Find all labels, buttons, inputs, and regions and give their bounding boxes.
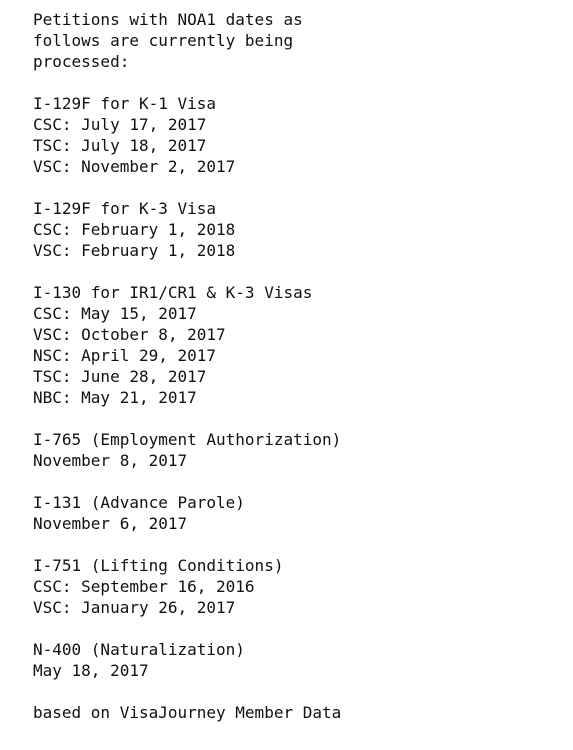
section-i129f-k3 <box>33 198 563 261</box>
section-heading: I-765 (Employment Authorization) <box>33 430 342 449</box>
date-line: CSC: July 17, 2017 <box>33 115 207 134</box>
intro-line: follows are currently being <box>33 31 294 50</box>
section-heading: I-130 for IR1/CR1 & K-3 Visas <box>33 283 313 302</box>
intro-paragraph <box>33 9 563 72</box>
date-line: TSC: July 18, 2017 <box>33 136 207 155</box>
section-heading: N-400 (Naturalization) <box>33 640 245 659</box>
date-line: NSC: April 29, 2017 <box>33 346 217 365</box>
section-i751 <box>33 555 563 618</box>
date-line: November 8, 2017 <box>33 451 188 470</box>
date-line: VSC: November 2, 2017 <box>33 157 236 176</box>
section-n400 <box>33 639 563 681</box>
date-line: CSC: September 16, 2016 <box>33 577 255 596</box>
section-heading: I-131 (Advance Parole) <box>33 493 245 512</box>
date-line: VSC: October 8, 2017 <box>33 325 226 344</box>
date-line: VSC: January 26, 2017 <box>33 598 236 617</box>
date-line: CSC: February 1, 2018 <box>33 220 236 239</box>
processing-dates-document <box>33 9 563 723</box>
date-line: November 6, 2017 <box>33 514 188 533</box>
section-i131 <box>33 492 563 534</box>
date-line: VSC: February 1, 2018 <box>33 241 236 260</box>
source-note: based on VisaJourney Member Data <box>33 703 342 722</box>
section-i765 <box>33 429 563 471</box>
date-line: CSC: May 15, 2017 <box>33 304 197 323</box>
date-line: NBC: May 21, 2017 <box>33 388 197 407</box>
date-line: TSC: June 28, 2017 <box>33 367 207 386</box>
intro-line: processed: <box>33 52 130 71</box>
section-heading: I-129F for K-1 Visa <box>33 94 217 113</box>
section-i130 <box>33 282 563 408</box>
section-heading: I-129F for K-3 Visa <box>33 199 217 218</box>
section-i129f-k1 <box>33 93 563 177</box>
section-heading: I-751 (Lifting Conditions) <box>33 556 284 575</box>
footer-note <box>33 702 563 723</box>
intro-line: Petitions with NOA1 dates as <box>33 10 303 29</box>
date-line: May 18, 2017 <box>33 661 149 680</box>
